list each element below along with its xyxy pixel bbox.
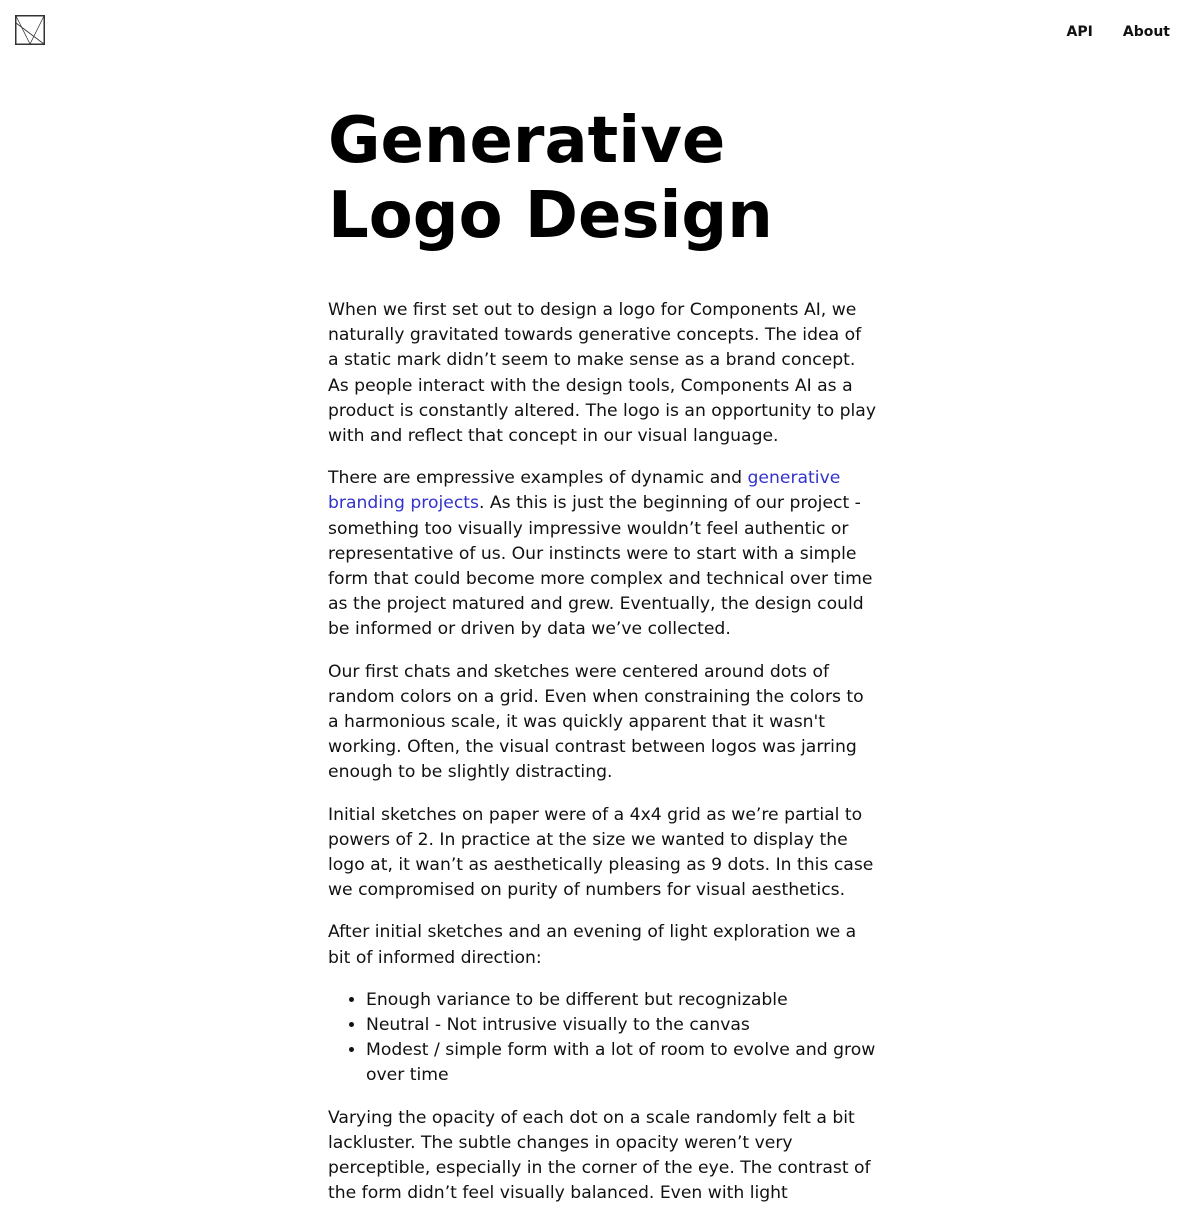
article-body: [328, 298, 876, 1207]
page-title: [328, 104, 876, 254]
paragraph-5: After initial sketches and an evening of light exploration we a bit of informed direction:: [328, 922, 857, 968]
paragraph-1: When we first set out to design a logo for Components AI, we naturally gravitated towards generative concepts. The idea of a static mark didn’t seem to make sense as a brand concept. As people interact with the design tools, Components AI as a product is constantly altered. The logo is an opportunity to play with and reflect that concept in our visual language.: [328, 300, 877, 447]
nav-link-api[interactable]: API: [1066, 24, 1093, 40]
paragraph-4: Initial sketches on paper were of a 4x4 grid as we’re partial to powers of 2. In practice at the size we wanted to display the logo at, it wan’t as aesthetically pleasing as 9 dots. In this case we compromised on purity of numbers for visual aesthetics.: [328, 804, 874, 901]
paragraph-3: Our first chats and sketches were centered around dots of random colors on a grid. Even when constraining the colors to a harmonious scale, it was quickly apparent that it wasn't working. Often, the visual contrast between logos was jarring enough to be slightly distracting.: [328, 661, 864, 783]
nav-link-about[interactable]: About: [1122, 24, 1170, 40]
paragraph-6: Varying the opacity of each dot on a scale randomly felt a bit lackluster. The subtle changes in opacity weren’t very perceptible, especially in the corner of the eye. The contrast of the form didn’t feel visually balanced. Even with light: [328, 1107, 871, 1204]
generative-branding-link[interactable]: generative branding projects: [328, 468, 841, 514]
page-title-line-2: Logo Design: [328, 179, 773, 253]
list-item: • Enough variance to be different but recognizable: [366, 988, 876, 1013]
paragraph-2: [328, 466, 876, 642]
direction-list: [328, 988, 876, 1089]
top-nav: [1067, 23, 1170, 41]
paragraph-2-text-after: . As this is just the beginning of our project - something too visually impressive wouldn’t feel authentic or representative of us. Our instincts were to start with a simple form that could become more complex and technical over time as the project matured and grew. Eventually, the design could be informed or driven by data we’ve collected.: [328, 493, 873, 640]
components-ai-logo-icon[interactable]: [15, 15, 45, 45]
list-item: • Neutral - Not intrusive visually to the canvas: [366, 1013, 876, 1038]
site-header: [0, 0, 1200, 64]
article-main: [328, 104, 876, 1224]
list-item: • Modest / simple form with a lot of room to evolve and grow over time: [366, 1038, 876, 1088]
logo-mark-icon: [15, 15, 45, 45]
page-title-line-1: Generative: [328, 104, 726, 178]
paragraph-2-text-before: There are empressive examples of dynamic and: [328, 468, 748, 489]
